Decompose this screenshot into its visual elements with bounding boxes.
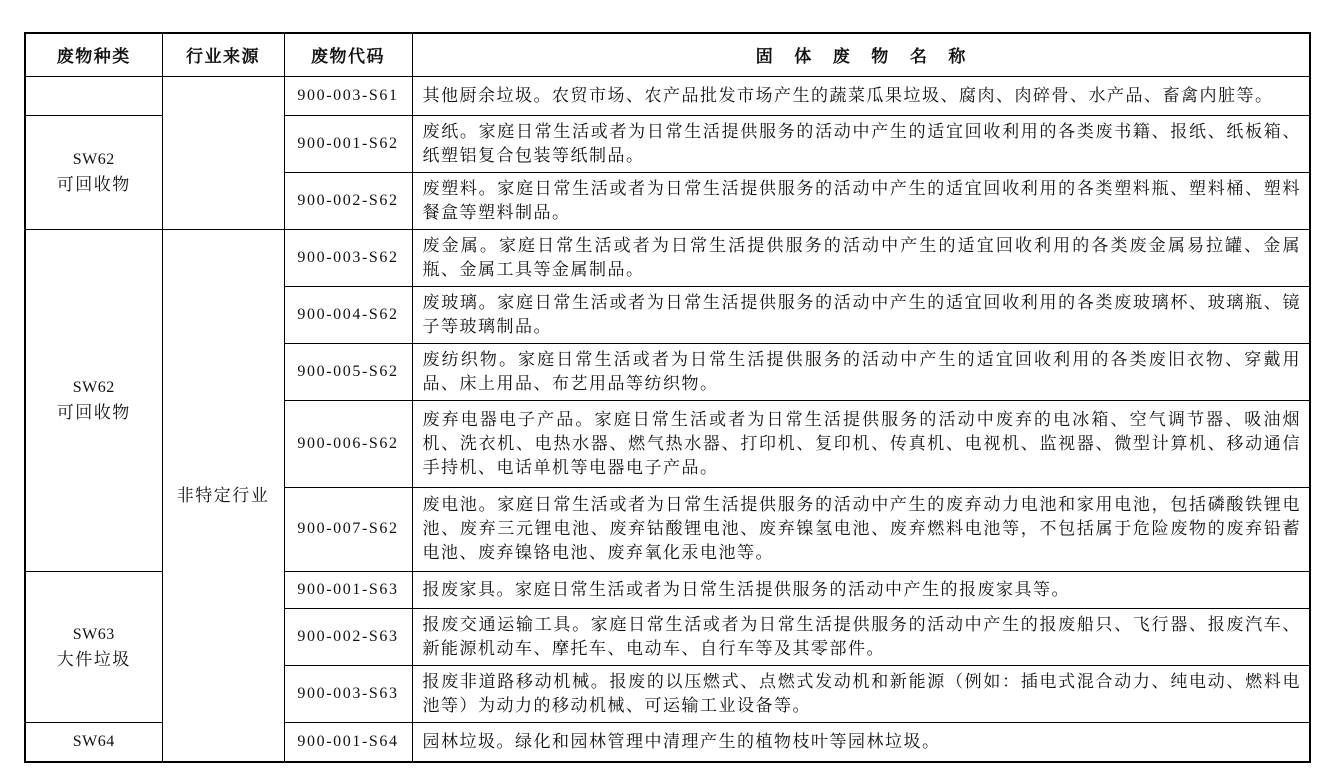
waste-name-cell: 废塑料。家庭日常生活或者为日常生活提供服务的活动中产生的适宜回收利用的各类塑料瓶、塑料桶、塑料餐盒等塑料制品。 xyxy=(412,172,1310,229)
waste-code-cell: 900-006-S62 xyxy=(284,400,412,487)
waste-classification-table xyxy=(24,32,1311,763)
source-cell-empty xyxy=(162,76,284,229)
category-cell xyxy=(25,115,162,229)
waste-code-cell: 900-002-S62 xyxy=(284,172,412,229)
waste-name-cell: 报废交通运输工具。家庭日常生活或者为日常生活提供服务的活动中产生的报废船只、飞行器、报废汽车、新能源机动车、摩托车、电动车、自行车等及其零部件。 xyxy=(412,608,1310,665)
waste-name-cell: 废弃电器电子产品。家庭日常生活或者为日常生活提供服务的活动中废弃的电冰箱、空气调节器、吸油烟机、洗衣机、电热水器、燃气热水器、打印机、复印机、传真机、电视机、监视器、微型计算机、移动通信手持机、电话单机等电器电子产品。 xyxy=(412,400,1310,487)
waste-name-cell: 废电池。家庭日常生活或者为日常生活提供服务的活动中产生的废弃动力电池和家用电池，包括磷酸铁锂电池、废弃三元锂电池、废弃钴酸锂电池、废弃镍氢电池、废弃燃料电池等，不包括属于危险废物的废弃铅蓄电池、废弃镍铬电池、废弃氧化汞电池等。 xyxy=(412,487,1310,571)
waste-code-cell: 900-003-S63 xyxy=(284,665,412,722)
category-cell xyxy=(25,571,162,722)
waste-code-cell: 900-001-S64 xyxy=(284,722,412,762)
waste-name-cell: 废纺织物。家庭日常生活或者为日常生活提供服务的活动中产生的适宜回收利用的各类废旧衣物、穿戴用品、床上用品、布艺用品等纺织物。 xyxy=(412,343,1310,400)
waste-code-cell: 900-004-S62 xyxy=(284,286,412,343)
waste-code-cell: 900-005-S62 xyxy=(284,343,412,400)
waste-name-cell: 废金属。家庭日常生活或者为日常生活提供服务的活动中产生的适宜回收利用的各类废金属易拉罐、金属瓶、金属工具等金属制品。 xyxy=(412,229,1310,286)
category-cell xyxy=(25,722,162,762)
header-category: 废物种类 xyxy=(25,33,162,76)
category-code: SW64 xyxy=(72,733,115,751)
category-cell-empty xyxy=(25,76,162,115)
waste-code-cell: 900-003-S61 xyxy=(284,76,412,115)
header-code: 废物代码 xyxy=(284,33,412,76)
table-row xyxy=(25,229,1310,286)
waste-code-cell: 900-001-S63 xyxy=(284,571,412,608)
category-name: 可回收物 xyxy=(56,175,131,194)
header-row xyxy=(25,33,1310,76)
header-source: 行业来源 xyxy=(162,33,284,76)
waste-name-cell: 废纸。家庭日常生活或者为日常生活提供服务的活动中产生的适宜回收利用的各类废书籍、报纸、纸板箱、纸塑铝复合包装等纸制品。 xyxy=(412,115,1310,172)
waste-name-cell: 废玻璃。家庭日常生活或者为日常生活提供服务的活动中产生的适宜回收利用的各类废玻璃杯、玻璃瓶、镜子等玻璃制品。 xyxy=(412,286,1310,343)
category-code: SW62 xyxy=(72,151,115,168)
header-name: 固 体 废 物 名 称 xyxy=(412,33,1310,76)
waste-name-cell: 报废非道路移动机械。报废的以压燃式、点燃式发动机和新能源（例如：插电式混合动力、纯电动、燃料电池等）为动力的移动机械、可运输工业设备等。 xyxy=(412,665,1310,722)
category-name: 可回收物 xyxy=(56,403,131,422)
waste-code-cell: 900-007-S62 xyxy=(284,487,412,571)
table-row xyxy=(25,76,1310,115)
waste-code-cell: 900-003-S62 xyxy=(284,229,412,286)
waste-code-cell: 900-001-S62 xyxy=(284,115,412,172)
category-code: SW62 xyxy=(72,379,115,396)
category-name: 大件垃圾 xyxy=(56,649,131,669)
category-code: SW63 xyxy=(72,625,115,643)
waste-name-cell: 园林垃圾。绿化和园林管理中清理产生的植物枝叶等园林垃圾。 xyxy=(412,722,1310,762)
waste-code-cell: 900-002-S63 xyxy=(284,608,412,665)
source-cell: 非特定行业 xyxy=(162,229,284,762)
category-cell xyxy=(25,229,162,571)
waste-name-cell: 其他厨余垃圾。农贸市场、农产品批发市场产生的蔬菜瓜果垃圾、腐肉、肉碎骨、水产品、畜禽内脏等。 xyxy=(412,76,1310,115)
waste-name-cell: 报废家具。家庭日常生活或者为日常生活提供服务的活动中产生的报废家具等。 xyxy=(412,571,1310,608)
